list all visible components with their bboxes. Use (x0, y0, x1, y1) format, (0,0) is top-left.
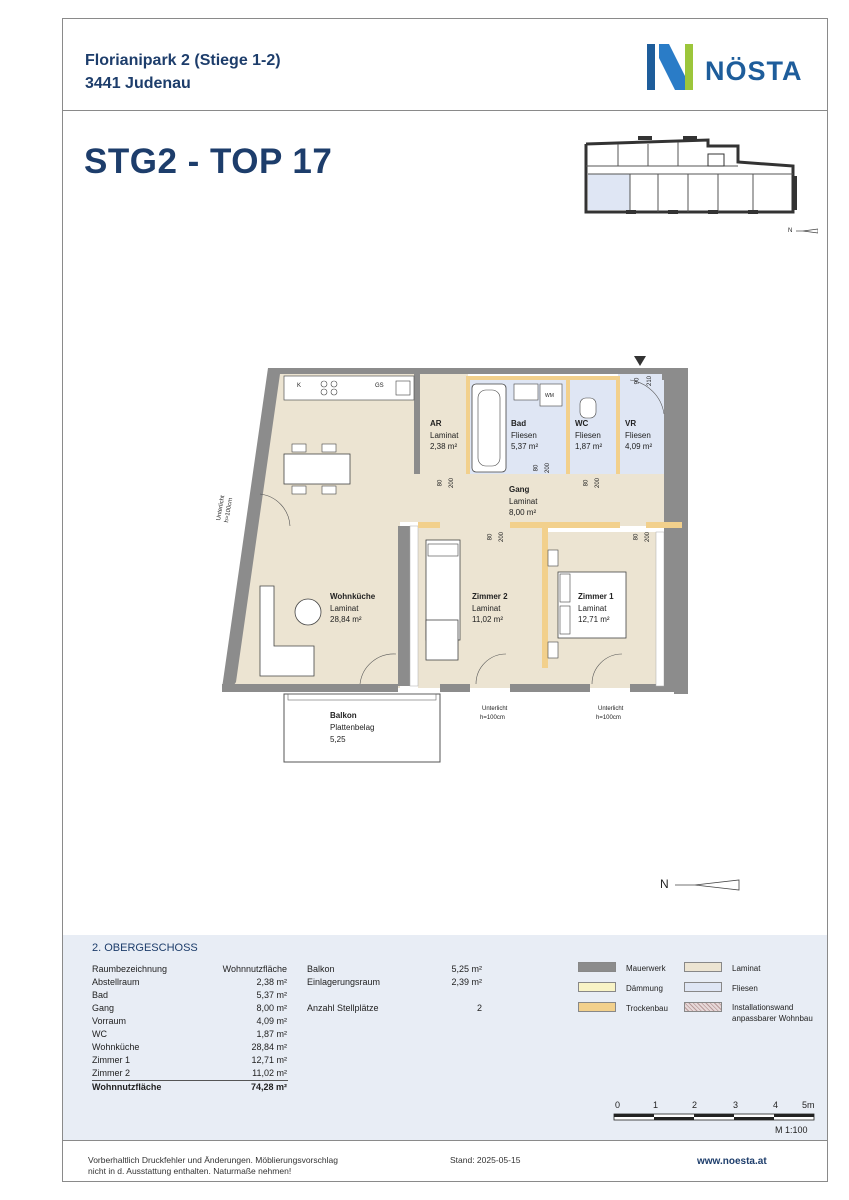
label-vr-floor: Fliesen (625, 431, 651, 440)
label-balkon-area: 5,25 (330, 735, 346, 744)
scale-tick: 1 (653, 1100, 659, 1110)
extra-name: Einlagerungsraum (307, 977, 381, 987)
north-arrow-icon (675, 878, 745, 894)
noesta-logo-mark (645, 42, 703, 92)
row-name: Bad (92, 990, 109, 1000)
label-wohnkueche-name: Wohnküche (330, 592, 376, 601)
footer-divider (62, 1140, 828, 1141)
stand-date: Stand: 2025-05-15 (450, 1155, 521, 1165)
floor-plan (210, 350, 700, 770)
label-bad-floor: Fliesen (511, 431, 537, 440)
label-ar-floor: Laminat (430, 431, 459, 440)
row-value: 28,84 m² (251, 1042, 287, 1052)
key-plan (578, 132, 818, 242)
row-value: 2,38 m² (256, 977, 287, 987)
row-value: 12,71 m² (251, 1055, 287, 1065)
disclaimer-line-1: Vorberhaltlich Druckfehler und Änderungen. Möblierungsvorschlag (88, 1155, 338, 1165)
scale-tick: 5m (802, 1100, 815, 1110)
row-value: 11,02 m² (252, 1068, 287, 1078)
extra-value: 5,25 m² (451, 964, 482, 974)
key-plan-north: N (788, 228, 793, 234)
scale-ratio: M 1:100 (775, 1125, 808, 1135)
label-vr-name: VR (625, 419, 637, 428)
website-link[interactable]: www.noesta.at (697, 1156, 767, 1167)
dim-wc-200: 200 (595, 477, 602, 489)
noesta-logo-text: NÖSTA (705, 56, 803, 86)
label-balkon-name: Balkon (330, 711, 357, 720)
scale-tick: 3 (733, 1100, 739, 1110)
row-name: Zimmer 2 (92, 1068, 130, 1078)
extra-name: Balkon (307, 964, 335, 974)
legend-fliesen: Fliesen (732, 984, 758, 993)
dim-wc-80: 80 (583, 479, 590, 487)
swatch-installationswand (684, 1002, 722, 1012)
label-gang-area: 8,00 m² (509, 508, 537, 517)
row-value: 8,00 m² (256, 1003, 287, 1013)
dim-z2-200: 200 (499, 531, 506, 543)
header-raumbezeichnung: Raumbezeichnung (92, 964, 168, 974)
row-name: Abstellraum (92, 977, 140, 987)
label-zimmer1-area: 12,71 m² (578, 615, 610, 624)
swatch-mauerwerk (578, 962, 616, 972)
row-value: 4,09 m² (256, 1016, 287, 1026)
label-wc-area: 1,87 m² (575, 442, 603, 451)
row-name: WC (92, 1029, 107, 1039)
dim-z1-200: 200 (645, 531, 652, 543)
row-value: 5,37 m² (256, 990, 287, 1000)
legend-mauerwerk: Mauerwerk (626, 964, 666, 973)
address-line-1: Florianipark 2 (Stiege 1-2) (85, 52, 281, 69)
total-value: 74,28 m² (250, 1082, 287, 1092)
address-line-2: 3441 Judenau (85, 75, 191, 92)
parking-name: Anzahl Stellplätze (307, 1003, 379, 1013)
swatch-laminat (684, 962, 722, 972)
legend-laminat: Laminat (732, 964, 761, 973)
legend-trockenbau: Trockenbau (626, 1004, 668, 1013)
dim-vr-90: 90 (634, 377, 641, 385)
swatch-fliesen (684, 982, 722, 992)
dim-z1-80: 80 (633, 533, 640, 541)
legend-daemmung: Dämmung (626, 984, 663, 993)
dim-ar-80: 80 (437, 479, 444, 487)
scale-tick: 0 (615, 1100, 621, 1110)
scale-tick: 4 (773, 1100, 779, 1110)
label-zimmer1-floor: Laminat (578, 604, 607, 613)
label-wc-name: WC (575, 419, 589, 428)
label-bad-area: 5,37 m² (511, 442, 539, 451)
row-value: 1,87 m² (256, 1029, 287, 1039)
dim-ar-200: 200 (449, 477, 456, 489)
total-divider (92, 1080, 288, 1081)
window-note-z2-2: h=100cm (480, 715, 505, 721)
label-kitchen-k: K (297, 383, 302, 389)
scale-bar (612, 1111, 822, 1125)
floor-name: 2. OBERGESCHOSS (92, 942, 198, 954)
label-wm: WM (545, 393, 554, 399)
row-name: Zimmer 1 (92, 1055, 130, 1065)
window-note-z1-2: h=100cm (596, 715, 621, 721)
label-gang-name: Gang (509, 485, 530, 494)
label-wc-floor: Fliesen (575, 431, 601, 440)
north-label: N (660, 877, 669, 891)
swatch-daemmung (578, 982, 616, 992)
label-balkon-floor: Plattenbelag (330, 723, 375, 732)
total-name: Wohnnutzfläche (92, 1082, 162, 1092)
legend-install-2: anpassbarer Wohnbau (732, 1014, 813, 1023)
dim-bad-200: 200 (545, 462, 552, 474)
window-note-z1-1: Unterlicht (598, 706, 624, 712)
scale-tick: 2 (692, 1100, 698, 1110)
dim-vr-210: 210 (647, 375, 654, 387)
swatch-trockenbau (578, 1002, 616, 1012)
row-name: Wohnküche (92, 1042, 140, 1052)
label-wohnkueche-floor: Laminat (330, 604, 359, 613)
parking-value: 2 (476, 1003, 482, 1013)
legend-install-1: Installationswand (732, 1003, 794, 1012)
header-wohnnutzflaeche: Wohnnutzfläche (222, 964, 287, 974)
label-zimmer2-floor: Laminat (472, 604, 501, 613)
dim-bad-80: 80 (533, 464, 540, 472)
row-name: Gang (92, 1003, 115, 1013)
label-ar-name: AR (430, 419, 442, 428)
label-bad-name: Bad (511, 419, 527, 428)
label-zimmer2-name: Zimmer 2 (472, 592, 508, 601)
extra-value: 2,39 m² (451, 977, 482, 987)
label-zimmer2-area: 11,02 m² (472, 615, 503, 624)
dim-z2-80: 80 (487, 533, 494, 541)
window-note-z2-1: Unterlicht (482, 706, 508, 712)
label-ar-area: 2,38 m² (430, 442, 458, 451)
header-divider (62, 110, 828, 111)
row-name: Vorraum (92, 1016, 127, 1026)
label-kitchen-gs: GS (375, 383, 384, 389)
disclaimer-line-2: nicht in d. Ausstattung enthalten. Naturmaße nehmen! (88, 1166, 292, 1176)
window-note-left-1: Unterlicht (216, 495, 227, 522)
label-gang-floor: Laminat (509, 497, 538, 506)
label-wohnkueche-area: 28,84 m² (330, 615, 362, 624)
label-vr-area: 4,09 m² (625, 442, 653, 451)
label-zimmer1-name: Zimmer 1 (578, 592, 614, 601)
unit-title: STG2 - TOP 17 (84, 142, 333, 181)
window-note-left-2: h=100cm (224, 497, 235, 524)
